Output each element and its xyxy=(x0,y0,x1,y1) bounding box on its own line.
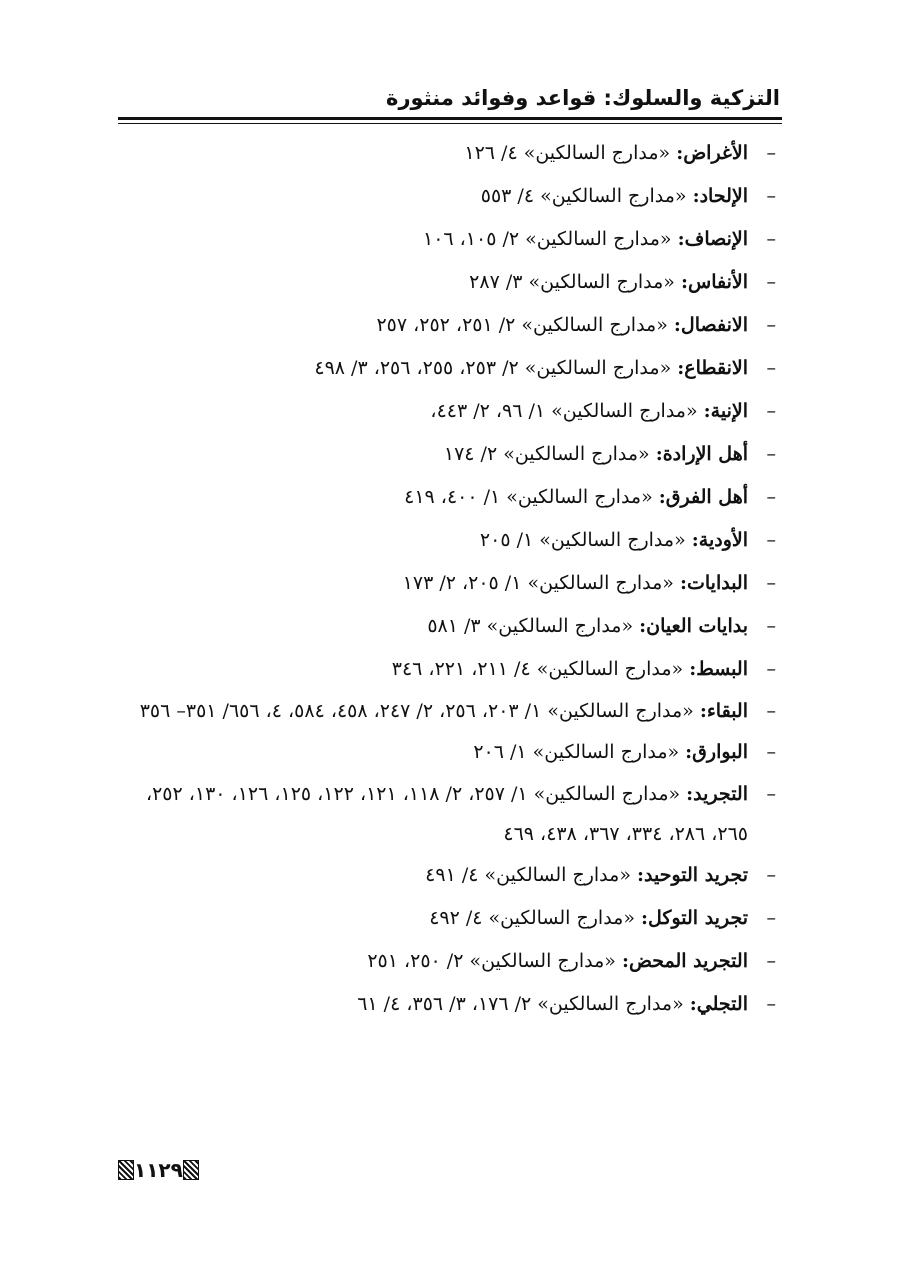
index-entry xyxy=(126,433,776,476)
index-entry xyxy=(126,648,776,691)
entry-dash: – xyxy=(766,950,776,972)
entry-term: التجريد: xyxy=(686,783,748,805)
entry-dash: – xyxy=(766,271,776,293)
entry-dash: – xyxy=(766,357,776,379)
entry-reference: «مدارج السالكين» ١/ ٢٥٧، ٢/ ١١٨، ١٢١، ١٢٢، ١٢٥، ١٢٦، ١٣٠، ٢٥٢، ٢٦٥، ٢٨٦، ٣٣٤، ٣٦٧، ٤٣٨، ٤٦٩ xyxy=(145,783,748,845)
entry-reference: «مدارج السالكين» ١/ ٢٠٥ xyxy=(479,529,692,551)
entry-reference: «مدارج السالكين» ٤/ ١٢٦ xyxy=(464,142,677,164)
index-entry xyxy=(126,731,776,774)
entry-reference: «مدارج السالكين» ٢/ ١٧٤ xyxy=(443,443,656,465)
entry-term: الأنفاس: xyxy=(680,271,748,293)
entry-term: البسط: xyxy=(689,658,748,680)
entry-reference: «مدارج السالكين» ١/ ٢٠٣، ٢٥٦، ٢/ ٢٤٧، ٤٥٨، ٥٨٤، ٤، ٦٥٦/ ٣٥١– ٣٥٦ xyxy=(139,700,700,722)
entry-dash: – xyxy=(766,185,776,207)
entry-reference: «مدارج السالكين» ٢/ ٢٥٠، ٢٥١ xyxy=(367,950,622,972)
index-entries xyxy=(126,132,776,1026)
index-entry xyxy=(126,897,776,940)
entry-reference: «مدارج السالكين» ١/ ٩٦، ٢/ ٤٤٣، xyxy=(430,400,704,422)
entry-term: البقاء: xyxy=(699,700,748,722)
index-entry xyxy=(126,605,776,648)
index-entry xyxy=(126,304,776,347)
entry-term: الأودية: xyxy=(691,529,748,551)
entry-term: تجريد التوكل: xyxy=(641,907,748,929)
entry-term: الإنية: xyxy=(703,400,748,422)
entry-reference: «مدارج السالكين» ١/ ٢٠٥، ٢/ ١٧٣ xyxy=(402,572,680,594)
entry-term: التجلي: xyxy=(689,993,748,1015)
index-entry xyxy=(126,854,776,897)
index-entry xyxy=(126,476,776,519)
index-entry xyxy=(126,218,776,261)
entry-term: تجريد التوحيد: xyxy=(637,864,748,886)
entry-dash: – xyxy=(766,993,776,1015)
entry-term: الانفصال: xyxy=(673,314,748,336)
entry-dash: – xyxy=(766,228,776,250)
entry-dash: – xyxy=(766,529,776,551)
entry-term: الإلحاد: xyxy=(692,185,748,207)
index-entry xyxy=(126,983,776,1026)
ornament-icon xyxy=(183,1160,199,1180)
running-header: التزكية والسلوك: قواعد وفوائد منثورة xyxy=(386,86,780,110)
index-entry xyxy=(126,691,776,731)
entry-term: أهل الفرق: xyxy=(658,486,748,508)
index-entry xyxy=(126,519,776,562)
entry-reference: «مدارج السالكين» ١/ ٢٠٦ xyxy=(473,741,686,763)
entry-dash: – xyxy=(766,572,776,594)
entry-term: الأغراض: xyxy=(676,142,748,164)
entry-reference: «مدارج السالكين» ٤/ ٢١١، ٢٢١، ٣٤٦ xyxy=(391,658,690,680)
entry-term: التجريد المحض: xyxy=(621,950,748,972)
entry-dash: – xyxy=(766,658,776,680)
entry-reference: «مدارج السالكين» ٤/ ٤٩٢ xyxy=(429,907,642,929)
entry-dash: – xyxy=(766,400,776,422)
header-rule-thick xyxy=(118,117,782,120)
entry-reference: «مدارج السالكين» ٢/ ١٧٦، ٣/ ٣٥٦، ٤/ ٦١ xyxy=(357,993,690,1015)
entry-dash: – xyxy=(766,142,776,164)
entry-reference: «مدارج السالكين» ٢/ ٢٥١، ٢٥٢، ٢٥٧ xyxy=(376,314,674,336)
header-rule-thin xyxy=(118,123,782,124)
entry-reference: «مدارج السالكين» ٣/ ٢٨٧ xyxy=(469,271,681,293)
entry-term: أهل الإرادة: xyxy=(655,443,748,465)
entry-reference: «مدارج السالكين» ٤/ ٤٩١ xyxy=(425,864,637,886)
entry-dash: – xyxy=(766,615,776,637)
index-entry xyxy=(126,261,776,304)
page-footer xyxy=(118,1158,199,1182)
entry-reference: «مدارج السالكين» ٢/ ٢٥٣، ٢٥٥، ٢٥٦، ٣/ ٤٩٨ xyxy=(314,357,678,379)
entry-term: الإنصاف: xyxy=(677,228,748,250)
entry-dash: – xyxy=(766,486,776,508)
index-entry xyxy=(126,390,776,433)
index-entry xyxy=(126,774,776,854)
ornament-icon xyxy=(118,1160,134,1180)
entry-reference: «مدارج السالكين» ١/ ٤٠٠، ٤١٩ xyxy=(404,486,659,508)
index-entry xyxy=(126,132,776,175)
entry-reference: «مدارج السالكين» ٢/ ١٠٥، ١٠٦ xyxy=(422,228,678,250)
index-entry xyxy=(126,175,776,218)
entry-reference: «مدارج السالكين» ٣/ ٥٨١ xyxy=(427,615,640,637)
entry-reference: «مدارج السالكين» ٤/ ٥٥٣ xyxy=(480,185,693,207)
entry-dash: – xyxy=(766,741,776,763)
entry-dash: – xyxy=(766,864,776,886)
entry-dash: – xyxy=(766,443,776,465)
entry-dash: – xyxy=(766,314,776,336)
entry-term: البوارق: xyxy=(685,741,748,763)
index-entry xyxy=(126,562,776,605)
entry-dash: – xyxy=(766,700,776,722)
entry-term: الانقطاع: xyxy=(677,357,748,379)
entry-term: بدايات العيان: xyxy=(639,615,748,637)
index-entry xyxy=(126,940,776,983)
entry-dash: – xyxy=(766,783,776,805)
entry-term: البدايات: xyxy=(679,572,748,594)
entry-dash: – xyxy=(766,907,776,929)
page-number: ١١٢٩ xyxy=(134,1158,183,1182)
index-entry xyxy=(126,347,776,390)
